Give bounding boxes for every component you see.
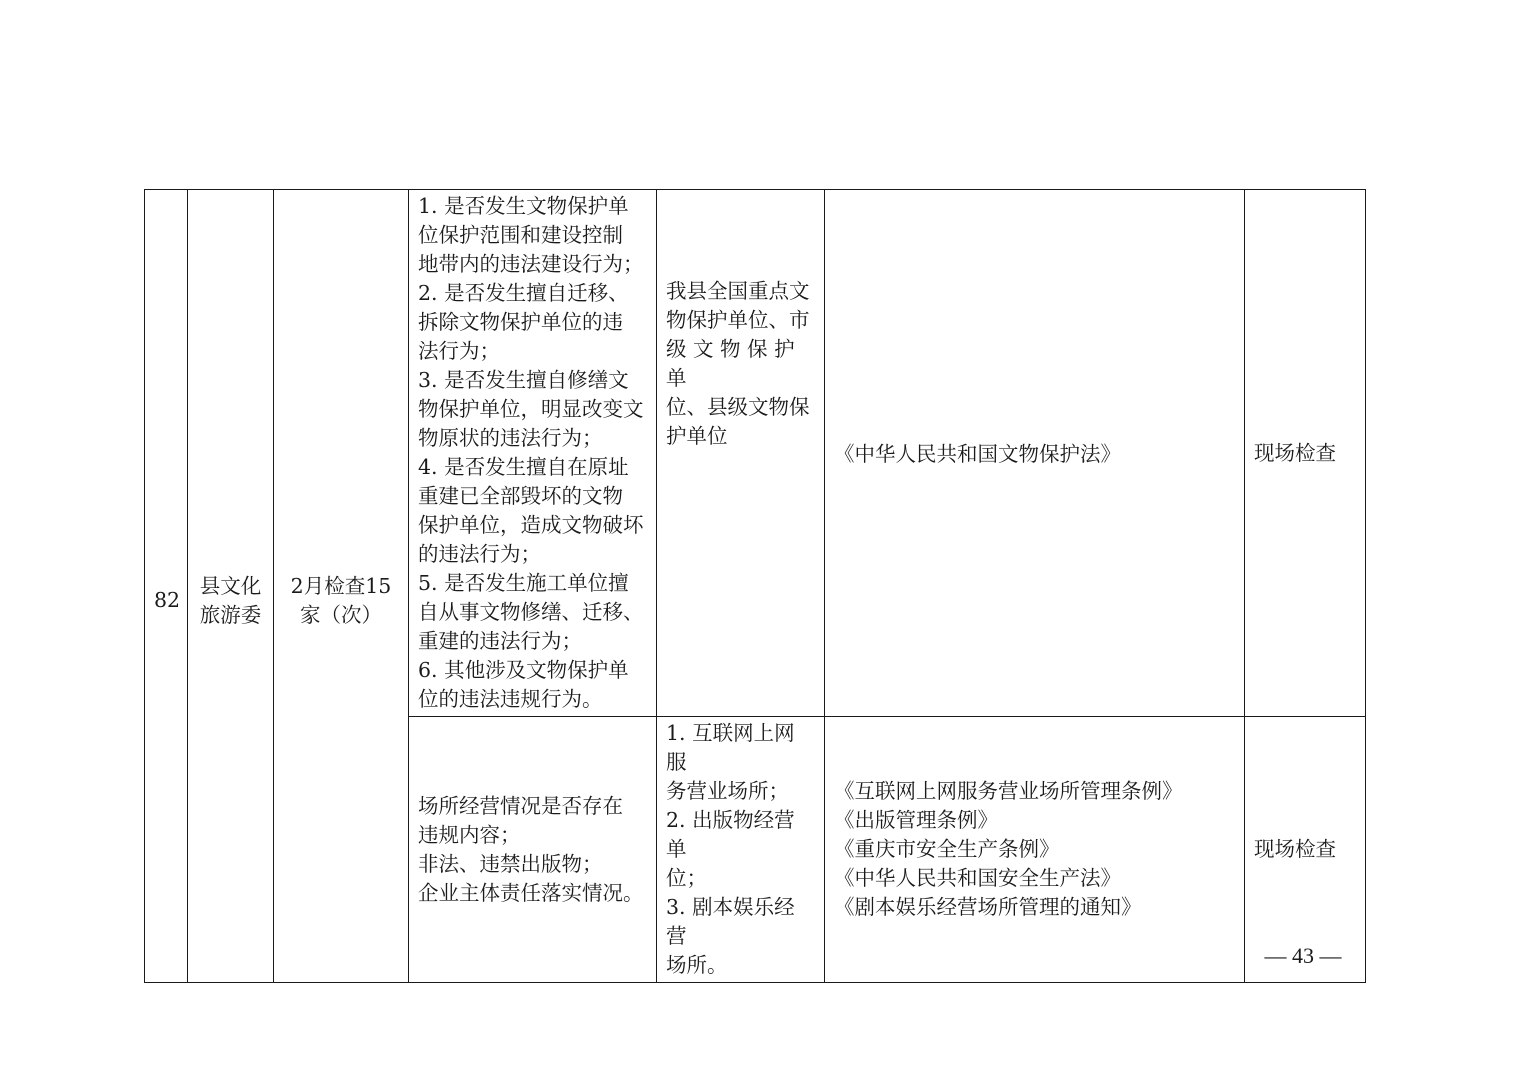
department-cell: [188, 190, 274, 983]
frequency-cell: [274, 190, 409, 983]
inspection-object-cell: 1. 互联网上网服 务营业场所； 2. 出版物经营单 位； 3. 剧本娱乐经营 场所。: [657, 717, 825, 983]
inspection-content-cell: 1. 是否发生文物保护单 位保护范围和建设控制 地带内的违法建设行为； 2. 是否发生擅自迁移、 拆除文物保护单位的违 法行为； 3. 是否发生擅自修缮文 物保护单位，明显改变文 物原状的违法行为； 4. 是否发生擅自在原址 重建已全部毁坏的文物 保护单位，造成文物破坏 的违法行为； 5. 是否发生施工单位擅 自从事文物修缮、迁移、 重建的违法行为； 6. 其他涉及文物保护单 位的违法违规行为。: [409, 190, 657, 717]
row-number-cell: [145, 190, 188, 983]
department-name: 县文化 旅游委: [199, 573, 262, 627]
row-number: 82: [154, 588, 181, 612]
inspection-object-cell: 我县全国重点文 物保护单位、市 级 文 物 保 护 单 位、县级文物保 护单位: [657, 190, 825, 717]
legal-basis-cell: 《互联网上网服务营业场所管理条例》 《出版管理条例》 《重庆市安全生产条例》 《中华人民共和国安全生产法》 《剧本娱乐经营场所管理的通知》: [825, 717, 1245, 983]
inspection-frequency: 2月检查15 家（次）: [290, 573, 392, 627]
inspection-method-cell: 现场检查: [1245, 190, 1366, 717]
page-number: — 43 —: [1264, 943, 1342, 968]
inspection-content-cell: 场所经营情况是否存在 违规内容； 非法、违禁出版物； 企业主体责任落实情况。: [409, 717, 657, 983]
table-row: [145, 190, 1366, 717]
legal-basis-cell: 《中华人民共和国文物保护法》: [825, 190, 1245, 717]
inspection-method-cell: 现场检查: [1245, 717, 1366, 983]
inspection-table: [144, 189, 1366, 983]
